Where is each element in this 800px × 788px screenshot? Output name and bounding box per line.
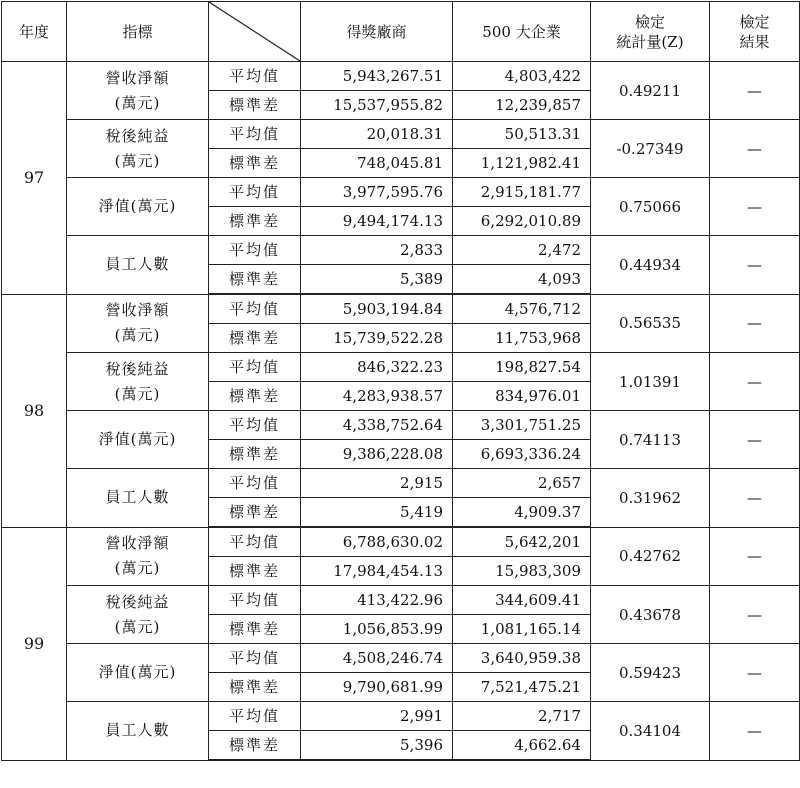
awarded-value-cell: 4,508,246.74	[301, 644, 453, 673]
top500-value-cell: 4,803,422	[453, 62, 591, 91]
awarded-value-cell: 6,788,630.02	[301, 527, 453, 557]
test-result-cell: —	[710, 411, 800, 469]
indicator-cell	[67, 62, 209, 120]
table-row	[2, 702, 800, 731]
stat-label-cell: 標準差	[209, 440, 301, 469]
indicator-name: 稅後純益	[105, 126, 170, 145]
header-test-result	[710, 2, 800, 62]
test-result-cell: —	[710, 644, 800, 702]
table-row	[2, 178, 800, 207]
awarded-value-cell: 5,903,194.84	[301, 294, 453, 324]
year-cell: 98	[2, 294, 67, 527]
z-statistic-cell: 0.49211	[591, 62, 710, 120]
top500-value-cell: 834,976.01	[453, 382, 591, 411]
top500-value-cell: 3,301,751.25	[453, 411, 591, 440]
awarded-value-cell: 748,045.81	[301, 149, 453, 178]
stat-label-cell: 平均值	[209, 527, 301, 557]
indicator-name: 稅後純益	[105, 592, 170, 611]
indicator-cell	[67, 294, 209, 353]
indicator-unit: (萬元)	[114, 93, 161, 112]
header-diagonal-cell	[209, 2, 301, 62]
indicator-cell	[67, 469, 209, 528]
awarded-value-cell: 4,338,752.64	[301, 411, 453, 440]
indicator-cell	[67, 586, 209, 644]
header-z-statistic	[591, 2, 710, 62]
table-header	[2, 2, 800, 62]
table-row	[2, 236, 800, 265]
year-cell: 97	[2, 62, 67, 295]
stat-label-cell: 平均值	[209, 236, 301, 265]
z-statistic-cell: 0.31962	[591, 469, 710, 528]
table-row	[2, 411, 800, 440]
statistics-table	[1, 1, 800, 761]
table-body	[2, 62, 800, 761]
header-top500: 500 大企業	[453, 2, 591, 62]
test-result-cell: —	[710, 236, 800, 295]
indicator-name: 員工人數	[105, 721, 170, 740]
awarded-value-cell: 2,833	[301, 236, 453, 265]
top500-value-cell: 2,472	[453, 236, 591, 265]
header-result-line2: 結果	[739, 32, 770, 51]
awarded-value-cell: 5,943,267.51	[301, 62, 453, 91]
indicator-name: 營收淨額	[105, 301, 170, 320]
stat-label-cell: 平均值	[209, 62, 301, 91]
top500-value-cell: 2,915,181.77	[453, 178, 591, 207]
indicator-cell	[67, 527, 209, 586]
table-row	[2, 353, 800, 382]
table-row	[2, 644, 800, 673]
test-result-cell: —	[710, 353, 800, 411]
header-indicator: 指標	[67, 2, 209, 62]
test-result-cell: —	[710, 294, 800, 353]
z-statistic-cell: 0.75066	[591, 178, 710, 236]
header-awarded: 得獎廠商	[301, 2, 453, 62]
top500-value-cell: 198,827.54	[453, 353, 591, 382]
top500-value-cell: 12,239,857	[453, 91, 591, 120]
stat-label-cell: 標準差	[209, 207, 301, 236]
test-result-cell: —	[710, 702, 800, 761]
z-statistic-cell: 0.43678	[591, 586, 710, 644]
indicator-unit: (萬元)	[114, 559, 161, 578]
indicator-cell	[67, 120, 209, 178]
stat-label-cell: 平均值	[209, 294, 301, 324]
awarded-value-cell: 1,056,853.99	[301, 615, 453, 644]
indicator-name: 員工人數	[105, 255, 170, 274]
stat-label-cell: 平均值	[209, 178, 301, 207]
awarded-value-cell: 2,915	[301, 469, 453, 498]
stat-label-cell: 標準差	[209, 324, 301, 353]
awarded-value-cell: 5,389	[301, 265, 453, 295]
indicator-cell	[67, 236, 209, 295]
awarded-value-cell: 15,739,522.28	[301, 324, 453, 353]
stat-label-cell: 標準差	[209, 615, 301, 644]
test-result-cell: —	[710, 120, 800, 178]
indicator-name: 淨值(萬元)	[98, 197, 177, 215]
indicator-cell	[67, 411, 209, 469]
z-statistic-cell: 0.34104	[591, 702, 710, 761]
top500-value-cell: 4,662.64	[453, 731, 591, 761]
awarded-value-cell: 9,386,228.08	[301, 440, 453, 469]
top500-value-cell: 3,640,959.38	[453, 644, 591, 673]
top500-value-cell: 344,609.41	[453, 586, 591, 615]
awarded-value-cell: 2,991	[301, 702, 453, 731]
header-result-line1: 檢定	[739, 12, 770, 31]
indicator-name: 淨值(萬元)	[98, 663, 177, 681]
z-statistic-cell: 1.01391	[591, 353, 710, 411]
indicator-cell	[67, 178, 209, 236]
header-z-line1: 檢定	[634, 12, 665, 31]
table-row	[2, 62, 800, 91]
awarded-value-cell: 17,984,454.13	[301, 557, 453, 586]
table-row	[2, 120, 800, 149]
top500-value-cell: 2,717	[453, 702, 591, 731]
indicator-cell	[67, 353, 209, 411]
table-row	[2, 469, 800, 498]
top500-value-cell: 15,983,309	[453, 557, 591, 586]
test-result-cell: —	[710, 586, 800, 644]
top500-value-cell: 6,292,010.89	[453, 207, 591, 236]
stat-label-cell: 平均值	[209, 469, 301, 498]
stat-label-cell: 標準差	[209, 731, 301, 761]
awarded-value-cell: 5,396	[301, 731, 453, 761]
awarded-value-cell: 15,537,955.82	[301, 91, 453, 120]
indicator-cell	[67, 644, 209, 702]
awarded-value-cell: 9,790,681.99	[301, 673, 453, 702]
stat-label-cell: 平均值	[209, 586, 301, 615]
top500-value-cell: 11,753,968	[453, 324, 591, 353]
indicator-unit: (萬元)	[114, 617, 161, 636]
stat-label-cell: 標準差	[209, 149, 301, 178]
stat-label-cell: 標準差	[209, 557, 301, 586]
year-cell: 99	[2, 527, 67, 760]
z-statistic-cell: 0.74113	[591, 411, 710, 469]
awarded-value-cell: 413,422.96	[301, 586, 453, 615]
top500-value-cell: 4,909.37	[453, 498, 591, 528]
header-year: 年度	[2, 2, 67, 62]
table-row	[2, 527, 800, 557]
top500-value-cell: 4,093	[453, 265, 591, 295]
top500-value-cell: 6,693,336.24	[453, 440, 591, 469]
stat-label-cell: 平均值	[209, 702, 301, 731]
awarded-value-cell: 5,419	[301, 498, 453, 528]
indicator-unit: (萬元)	[114, 151, 161, 170]
z-statistic-cell: 0.44934	[591, 236, 710, 295]
diagonal-line	[209, 2, 300, 61]
z-statistic-cell: -0.27349	[591, 120, 710, 178]
table-row	[2, 586, 800, 615]
awarded-value-cell: 9,494,174.13	[301, 207, 453, 236]
indicator-cell	[67, 702, 209, 761]
indicator-name: 稅後純益	[105, 359, 170, 378]
test-result-cell: —	[710, 178, 800, 236]
stat-label-cell: 平均值	[209, 411, 301, 440]
awarded-value-cell: 846,322.23	[301, 353, 453, 382]
top500-value-cell: 2,657	[453, 469, 591, 498]
top500-value-cell: 1,121,982.41	[453, 149, 591, 178]
top500-value-cell: 7,521,475.21	[453, 673, 591, 702]
top500-value-cell: 50,513.31	[453, 120, 591, 149]
header-row	[2, 2, 800, 62]
indicator-unit: (萬元)	[114, 384, 161, 403]
indicator-unit: (萬元)	[114, 326, 161, 345]
indicator-name: 營收淨額	[105, 534, 170, 553]
stat-label-cell: 標準差	[209, 673, 301, 702]
awarded-value-cell: 20,018.31	[301, 120, 453, 149]
top500-value-cell: 4,576,712	[453, 294, 591, 324]
stat-label-cell: 平均值	[209, 353, 301, 382]
stat-label-cell: 標準差	[209, 265, 301, 295]
awarded-value-cell: 4,283,938.57	[301, 382, 453, 411]
indicator-name: 營收淨額	[105, 68, 170, 87]
z-statistic-cell: 0.42762	[591, 527, 710, 586]
awarded-value-cell: 3,977,595.76	[301, 178, 453, 207]
stat-label-cell: 平均值	[209, 120, 301, 149]
test-result-cell: —	[710, 527, 800, 586]
stat-label-cell: 標準差	[209, 382, 301, 411]
indicator-name: 員工人數	[105, 488, 170, 507]
table-row	[2, 294, 800, 324]
header-z-line2: 統計量(Z)	[616, 32, 684, 51]
stat-label-cell: 平均值	[209, 644, 301, 673]
z-statistic-cell: 0.59423	[591, 644, 710, 702]
stat-label-cell: 標準差	[209, 91, 301, 120]
top500-value-cell: 1,081,165.14	[453, 615, 591, 644]
test-result-cell: —	[710, 469, 800, 528]
stat-label-cell: 標準差	[209, 498, 301, 528]
top500-value-cell: 5,642,201	[453, 527, 591, 557]
indicator-name: 淨值(萬元)	[98, 430, 177, 448]
z-statistic-cell: 0.56535	[591, 294, 710, 353]
test-result-cell: —	[710, 62, 800, 120]
